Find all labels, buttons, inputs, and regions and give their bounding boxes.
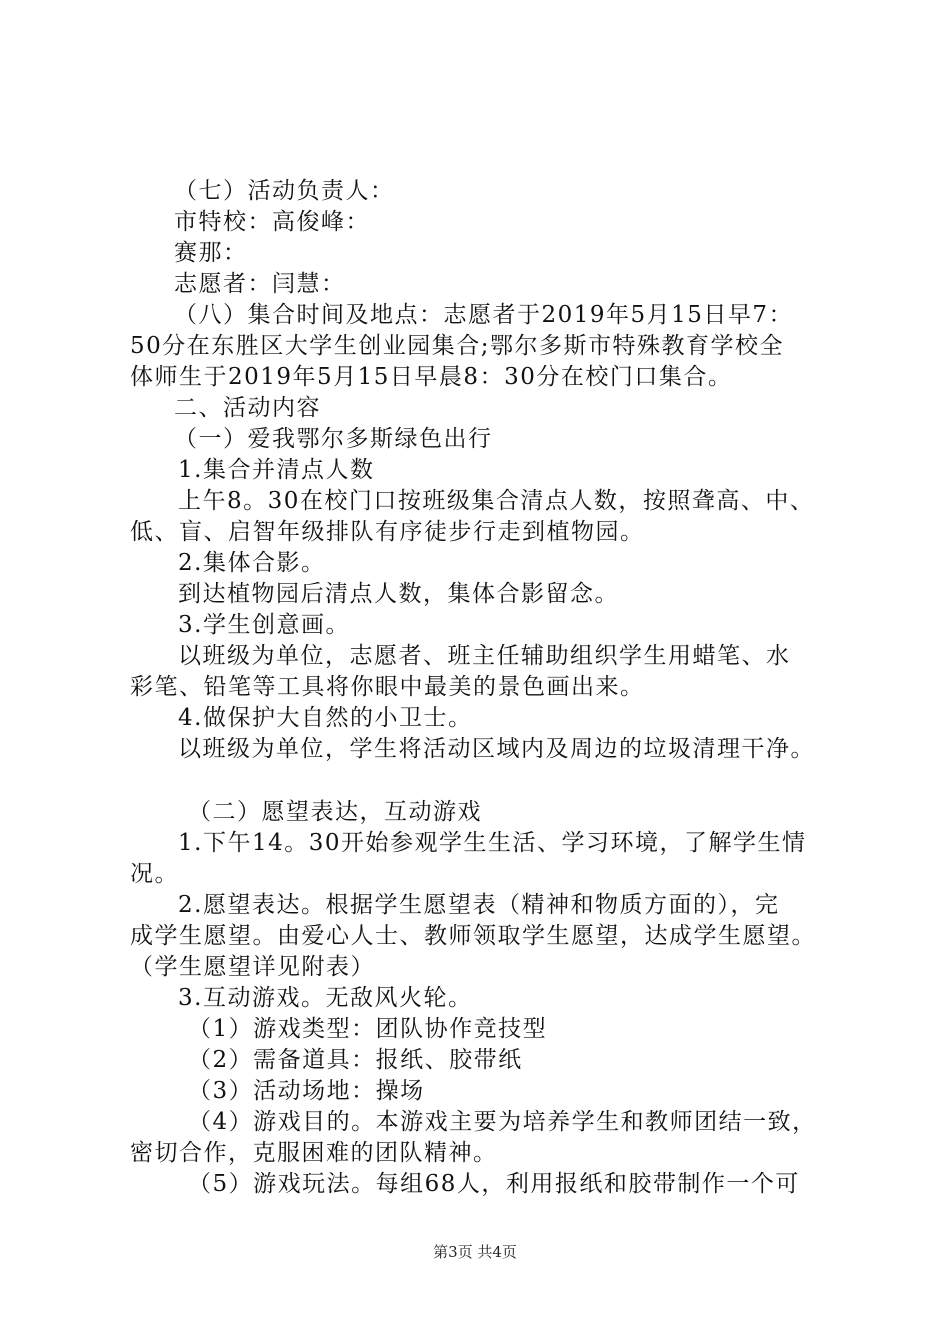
text-line: 以班级为单位，学生将活动区域内及周边的垃圾清理干净。 (178, 736, 815, 762)
document-body (130, 176, 860, 1200)
text-line: 3.互动游戏。无敌风火轮。 (178, 985, 473, 1011)
text-line: （七）活动负责人： (174, 178, 395, 204)
text-line: 体师生于2019年5月15日早晨8：30分在校门口集合。 (130, 364, 733, 390)
text-line: 1.集合并清点人数 (178, 457, 375, 483)
text-line: （3）活动场地：操场 (188, 1078, 425, 1104)
paragraph-gap (130, 765, 860, 797)
text-line: 2.愿望表达。根据学生愿望表（精神和物质方面的），完 (178, 892, 780, 918)
text-line: （4）游戏目的。本游戏主要为培养学生和教师团结一致， (188, 1109, 817, 1135)
text-line: 志愿者：闫慧： (174, 271, 346, 297)
text-line: （5）游戏玩法。每组68人，利用报纸和胶带制作一个可 (188, 1171, 800, 1197)
text-line: 密切合作，克服困难的团队精神。 (130, 1140, 498, 1166)
text-line: （2）需备道具：报纸、胶带纸 (188, 1047, 523, 1073)
text-line: （八）集合时间及地点：志愿者于2019年5月15日早7： (174, 302, 794, 328)
text-line: （1）游戏类型：团队协作竞技型 (188, 1016, 548, 1042)
text-line: 1.下午14。30开始参观学生生活、学习环境，了解学生情 (178, 830, 807, 856)
text-line: 彩笔、铅笔等工具将你眼中最美的景色画出来。 (130, 674, 645, 700)
text-line: 赛那： (174, 240, 248, 266)
subsection-heading: （一）爱我鄂尔多斯绿色出行 (174, 426, 493, 452)
subsection-heading: （二）愿望表达，互动游戏 (188, 799, 482, 825)
text-line: 成学生愿望。由爱心人士、教师领取学生愿望，达成学生愿望。 (130, 923, 816, 949)
text-line: （学生愿望详见附表） (130, 954, 375, 980)
text-line: 况。 (130, 861, 179, 887)
text-line: 以班级为单位，志愿者、班主任辅助组织学生用蜡笔、水 (178, 643, 791, 669)
text-line: 2.集体合影。 (178, 550, 326, 576)
text-line: 4.做保护大自然的小卫士。 (178, 705, 473, 731)
text-line: 50分在东胜区大学生创业园集合;鄂尔多斯市特殊教育学校全 (130, 333, 785, 359)
text-line: 市特校：高俊峰： (174, 209, 370, 235)
page-footer: 第3页 共4页 (433, 1243, 517, 1261)
text-line: 低、盲、启智年级排队有序徒步行走到植物园。 (130, 519, 645, 545)
text-line: 到达植物园后清点人数，集体合影留念。 (178, 581, 619, 607)
text-line: 3.学生创意画。 (178, 612, 350, 638)
section-heading: 二、活动内容 (174, 395, 321, 421)
text-line: 上午8。30在校门口按班级集合清点人数，按照聋高、中、 (178, 488, 815, 514)
